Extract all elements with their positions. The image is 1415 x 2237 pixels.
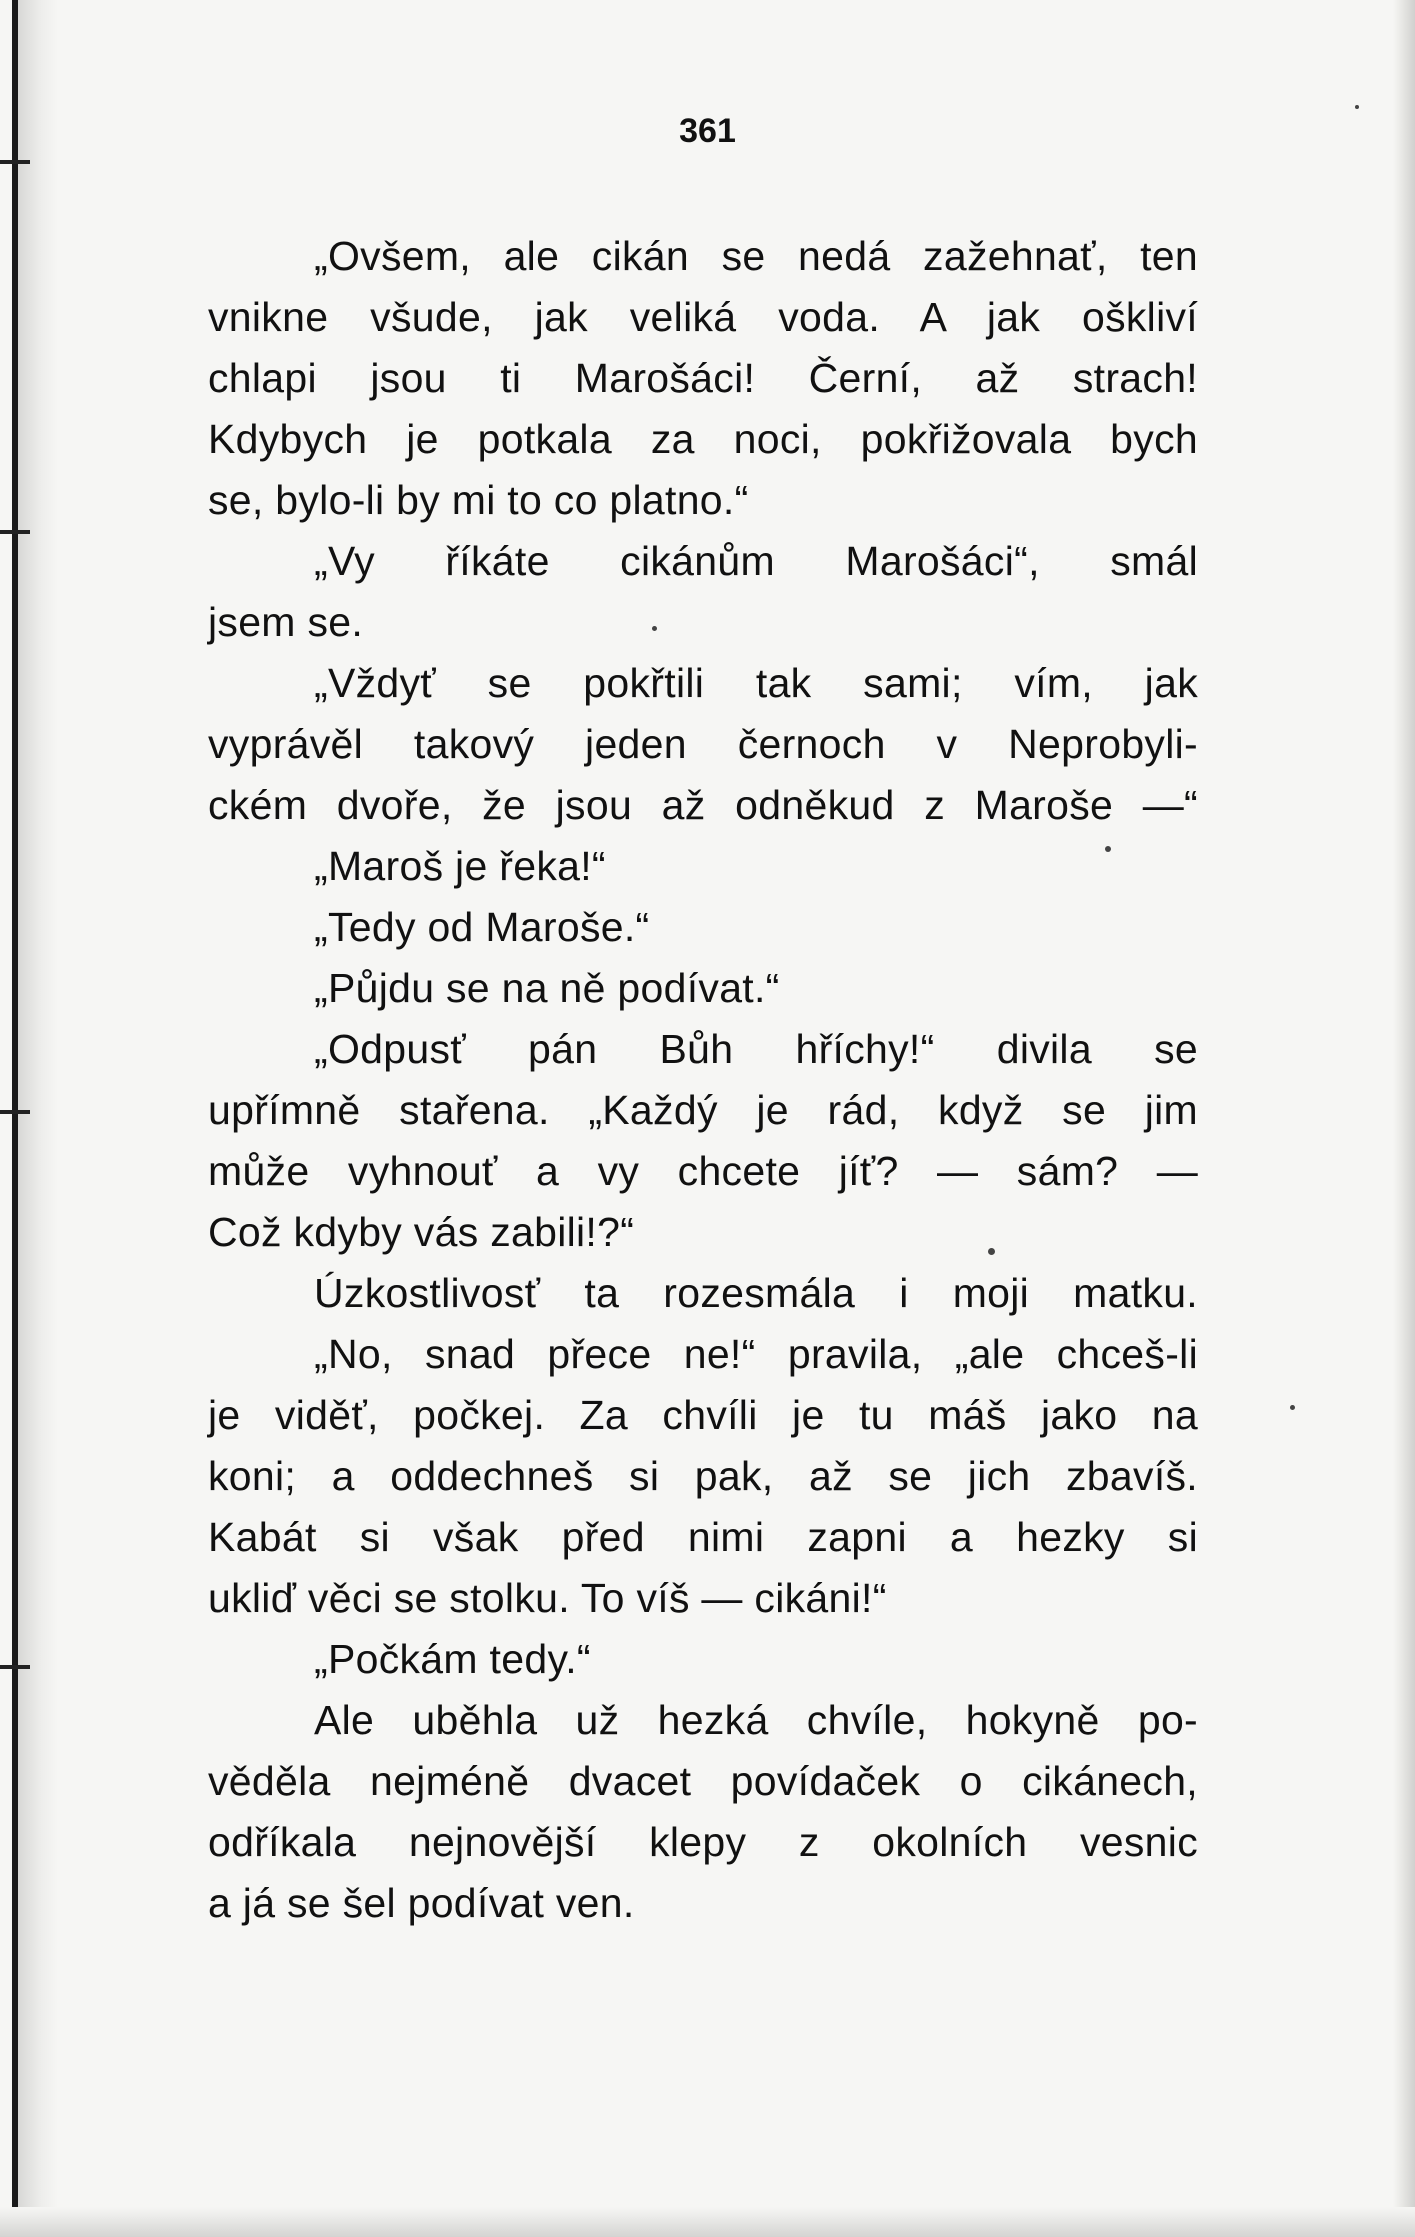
page-right-edge (1393, 0, 1415, 2237)
text-line: Kabát si však před nimi zapni a hezky si (208, 1514, 1198, 1560)
text-line: a já se šel podívat ven. (208, 1880, 635, 1926)
text-line: „Počkám tedy.“ (314, 1636, 591, 1682)
binding-edge (12, 0, 18, 2237)
text-line: „Vy říkáte cikánům Marošáci“, smál (314, 538, 1198, 584)
binding-mark (0, 1110, 30, 1114)
binding-shadow (18, 0, 58, 2237)
text-line: může vyhnouť a vy chcete jíť? — sám? — (208, 1148, 1198, 1194)
binding-mark (0, 160, 30, 164)
text-line: ckém dvoře, že jsou až odněkud z Maroše —“ (208, 782, 1198, 828)
text-line: Kdybych je potkala za noci, pokřižovala bych (208, 416, 1198, 462)
text-line: „No, snad přece ne!“ pravila, „ale chceš-li (314, 1331, 1198, 1377)
text-line: Což kdyby vás zabili!?“ (208, 1209, 635, 1255)
text-line: Ale uběhla už hezká chvíle, hokyně po- (314, 1697, 1198, 1743)
page-number: 361 (679, 112, 736, 150)
text-line: „Tedy od Maroše.“ (314, 904, 650, 950)
text-line: vyprávěl takový jeden černoch v Neprobyli- (208, 721, 1198, 767)
body-text (208, 226, 1198, 1934)
text-line: koni; a oddechneš si pak, až se jich zbavíš. (208, 1453, 1198, 1499)
text-line: „Půjdu se na ně podívat.“ (314, 965, 780, 1011)
text-line: „Ovšem, ale cikán se nedá zažehnať, ten (314, 233, 1198, 279)
binding-mark (0, 530, 30, 534)
page-bottom-edge (0, 2207, 1415, 2237)
text-line: chlapi jsou ti Marošáci! Černí, až strach! (208, 355, 1198, 401)
binding-mark (0, 1665, 30, 1669)
text-line: vnikne všude, jak veliká voda. A jak oškliví (208, 294, 1198, 340)
text-line: jsem se. (208, 599, 364, 645)
print-speck (1355, 105, 1359, 109)
text-line: „Odpusť pán Bůh hříchy!“ divila se (314, 1026, 1198, 1072)
text-line: „Vždyť se pokřtili tak sami; vím, jak (314, 660, 1198, 706)
text-line: se, bylo-li by mi to co platno.“ (208, 477, 749, 523)
text-line: odříkala nejnovější klepy z okolních vesnic (208, 1819, 1198, 1865)
text-line: Úzkostlivosť ta rozesmála i moji matku. (314, 1270, 1198, 1316)
text-line: věděla nejméně dvacet povídaček o cikánech, (208, 1758, 1198, 1804)
text-line: „Maroš je řeka!“ (314, 843, 606, 889)
text-line: ukliď věci se stolku. To víš — cikáni!“ (208, 1575, 887, 1621)
print-speck (1290, 1405, 1295, 1410)
text-line: je viděť, počkej. Za chvíli je tu máš jako na (208, 1392, 1198, 1438)
text-line: upřímně stařena. „Každý je rád, když se jim (208, 1087, 1198, 1133)
